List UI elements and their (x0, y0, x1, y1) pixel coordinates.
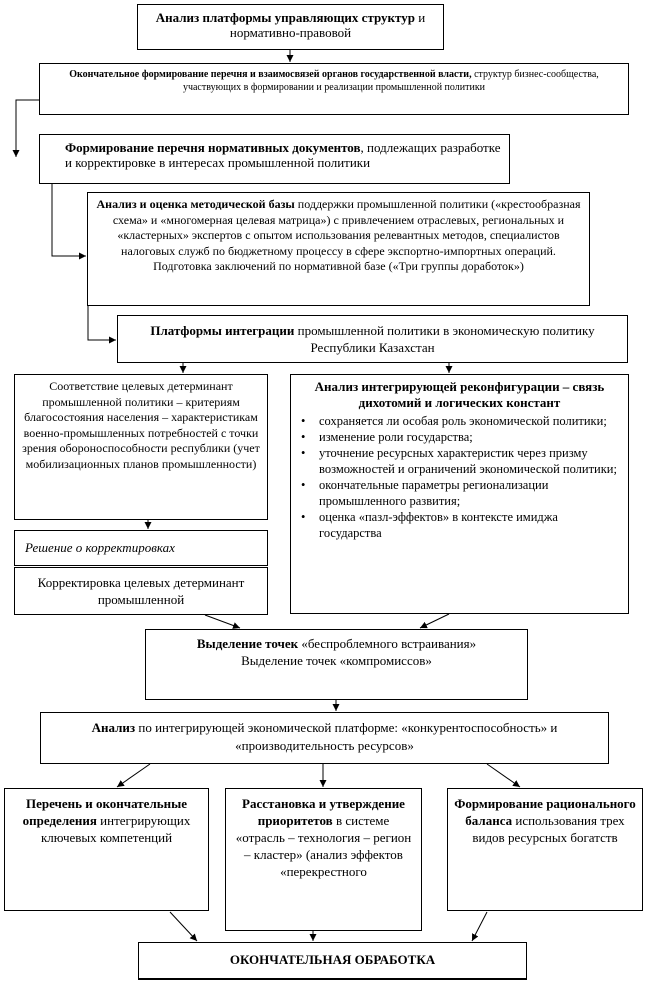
reconfiguration-analysis-box (290, 374, 629, 614)
arrow-7-10 (420, 614, 449, 628)
points-selection-text: «беспроблемного встраивания» (298, 636, 477, 651)
reconfiguration-list (297, 413, 622, 541)
authorities-list-box (39, 63, 629, 115)
resource-balance-bold: Формирование рационального баланса (454, 796, 636, 828)
final-processing-text: ОКОНЧАТЕЛЬНАЯ ОБРАБОТКА (229, 952, 436, 967)
priorities-text: в системе «отрасль – технология – регион – кластер» (анализ эффектов «перекрестного (235, 813, 412, 879)
list-item: • окончательные параметры регионализации промышленного развития; (297, 477, 622, 509)
arrow-11-12 (117, 764, 150, 787)
methodology-analysis-bold: Анализ и оценка методической базы (96, 197, 295, 211)
integration-platforms-box (117, 315, 628, 363)
list-item: • изменение роли государства; (297, 429, 622, 445)
target-determinants-box (14, 374, 268, 520)
list-item: • оценка «пазл-эффектов» в контексте имиджа государства (297, 509, 622, 541)
correction-decision-box (14, 530, 268, 566)
arrow-3-4 (52, 184, 86, 256)
methodology-analysis-box (87, 192, 590, 306)
normative-docs-bold: Формирование перечня нормативных документов (65, 140, 361, 155)
arrow-12-15 (170, 912, 197, 941)
normative-docs-text: , подлежащих разработке и корректировке в интересах промышленной политики (65, 140, 501, 170)
authorities-list-bold: Окончательное формирование перечня и взаимосвязей органов государственной власти, (69, 69, 472, 80)
reconfiguration-analysis-title: Анализ интегрирующей реконфигурации – связь дихотомий и логических констант (314, 379, 605, 410)
priorities-box (225, 788, 422, 931)
integration-platforms-text: промышленной политики в экономическую политику Республики Казахстан (294, 323, 595, 355)
economic-platform-analysis-bold: Анализ (91, 720, 136, 735)
competencies-bold: Перечень и окончательные определения (22, 796, 188, 828)
points-selection-line2: Выделение точек «компромиссов» (241, 653, 432, 668)
integration-platforms-bold: Платформы интеграции (150, 323, 295, 338)
normative-docs-box (39, 134, 510, 184)
economic-platform-analysis-box (40, 712, 609, 764)
arrow-2-3 (16, 100, 39, 157)
arrow-9-10 (205, 615, 240, 628)
platform-analysis-text: и нормативно-правовой (229, 10, 426, 40)
points-selection-box (145, 629, 528, 700)
priorities-bold: Расстановка и утверждение приоритетов (242, 796, 405, 828)
correction-decision-text: Решение о корректировках (25, 540, 175, 555)
platform-analysis-bold: Анализ платформы управляющих структур (155, 10, 415, 25)
target-determinants-text: Соответствие целевых детерминант промышленной политики – критериям благосостояния населения – характеристикам военно-промышленных потребностей с точки зрения обороноспособности республики (учет мобилизационных планов промышленности) (22, 379, 260, 471)
competencies-box (4, 788, 209, 911)
resource-balance-box (447, 788, 643, 911)
platform-analysis-box (137, 4, 444, 50)
arrow-11-14 (487, 764, 520, 787)
points-selection-bold: Выделение точек (196, 636, 299, 651)
competencies-text: интегрирующих ключевых компетенций (40, 813, 191, 845)
determinants-correction-text: Корректировка целевых детерминант промышленной (37, 575, 245, 607)
authorities-list-text: структур бизнес-сообщества, участвующих в формировании и реализации промышленной политики (182, 69, 599, 93)
resource-balance-text: использования трех видов ресурсных богатств (472, 813, 625, 845)
list-item: • сохраняется ли особая роль экономической политики; (297, 413, 622, 429)
determinants-correction-box (14, 567, 268, 615)
economic-platform-analysis-text: по интегрирующей экономической платформе: «конкурентоспособность» и «производительность ресурсов» (135, 720, 558, 753)
methodology-analysis-text: поддержки промышленной политики («крестообразная схема» и «многомерная целевая матрица») с привлечением отраслевых, региональных и «кластерных» экспертов с опытом использования релевантных методов, специалистов налоговых служб по бюджетному процессу в сфере экспортно-импортных операций. Подготовка заключений по нормативной базе («Три группы доработок») (112, 197, 581, 273)
list-item: • уточнение ресурсных характеристик через призму возможностей и ограничений экономической политики; (297, 445, 622, 477)
arrow-14-15 (472, 912, 487, 941)
final-processing-box (138, 942, 527, 980)
arrow-4-5 (88, 306, 116, 340)
